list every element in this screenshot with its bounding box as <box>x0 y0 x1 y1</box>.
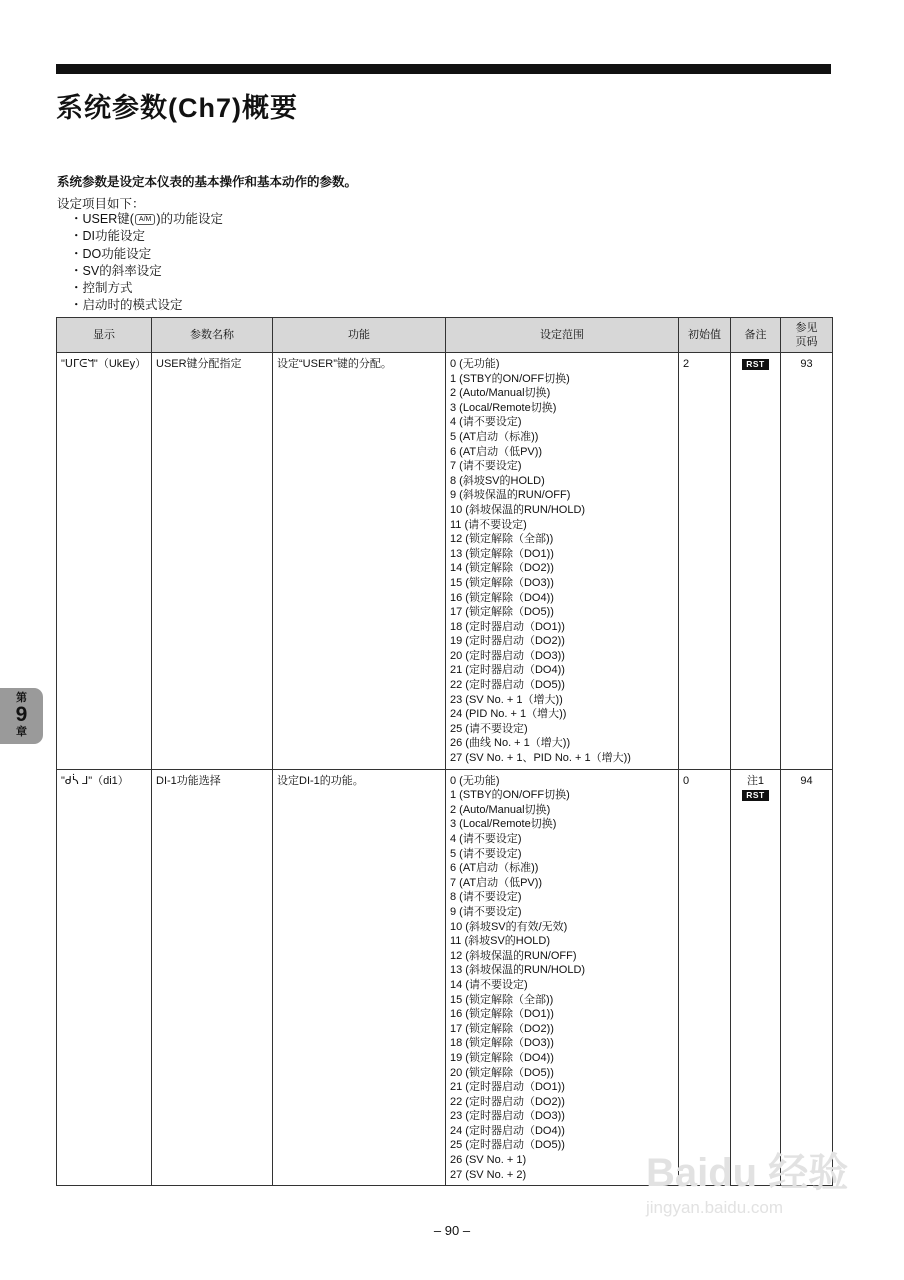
range-item: 23 (定时器启动（DO3)) <box>450 1110 565 1123</box>
range-item: 12 (锁定解除（全部)) <box>450 533 554 546</box>
range-item: 27 (SV No. + 2) <box>450 1168 527 1181</box>
range-item: 13 (斜坡保温的RUN/HOLD) <box>450 964 586 977</box>
cell-param-name: DI-1功能选择 <box>152 769 273 1186</box>
table-row <box>57 769 833 1186</box>
range-item: 6 (AT启动（标准)) <box>450 862 539 875</box>
range-item: 15 (锁定解除（全部)) <box>450 993 554 1006</box>
range-item: 21 (定时器启动（DO4)) <box>450 664 565 677</box>
chapter-tab: 第 9 章 <box>0 688 43 744</box>
range-item: 10 (斜坡保温的RUN/HOLD) <box>450 503 586 516</box>
range-item: 3 (Local/Remote切换) <box>450 401 557 414</box>
title-rule <box>56 64 831 74</box>
range-item: 19 (定时器启动（DO2)) <box>450 635 565 648</box>
cell-function: 设定“USER”键的分配。 <box>273 353 446 770</box>
range-item: 11 (斜坡SV的HOLD) <box>450 935 551 948</box>
cell-note <box>731 353 781 770</box>
range-item: 1 (STBY的ON/OFF切换) <box>450 372 570 385</box>
table-row <box>57 353 833 770</box>
cell-initial: 0 <box>679 769 731 1186</box>
range-item: 7 (AT启动（低PV)) <box>450 876 543 889</box>
header-display: 显示 <box>57 318 152 353</box>
cell-initial: 2 <box>679 353 731 770</box>
range-item: 5 (请不要设定) <box>450 847 522 860</box>
range-item: 6 (AT启动（低PV)) <box>450 445 543 458</box>
cell-ref-page: 94 <box>781 769 833 1186</box>
range-item: 19 (锁定解除（DO4)) <box>450 1051 554 1064</box>
range-item: 24 (PID No. + 1（增大)) <box>450 708 567 721</box>
range-item: 21 (定时器启动（DO1)) <box>450 1081 565 1094</box>
range-item: 25 (请不要设定) <box>450 722 528 735</box>
chapter-number: 9 <box>15 703 28 726</box>
range-item: 2 (Auto/Manual切换) <box>450 803 551 816</box>
range-item: 16 (锁定解除（DO4)) <box>450 591 554 604</box>
page-title: 系统参数(Ch7)概要 <box>56 93 298 123</box>
range-item: 22 (定时器启动（DO2)) <box>450 1095 565 1108</box>
range-item: 4 (请不要设定) <box>450 833 522 845</box>
range-item: 25 (定时器启动（DO5)) <box>450 1139 565 1152</box>
range-item: 8 (请不要设定) <box>450 891 522 904</box>
cell-range <box>446 353 679 770</box>
header-note: 备注 <box>731 318 781 353</box>
cell-display: "ᑯᓵ ᒧ"（di1） <box>57 769 152 1186</box>
cell-note <box>731 769 781 1186</box>
range-item: 14 (请不要设定) <box>450 978 528 991</box>
header-ref-page: 参见 页码 <box>781 318 833 353</box>
page-number: – 90 – <box>433 1223 471 1238</box>
list-item-do: ・ DO功能设定 <box>70 246 223 263</box>
table-header-row <box>57 318 833 353</box>
range-item: 14 (锁定解除（DO2)) <box>450 562 554 575</box>
intro-text: 系统参数是设定本仪表的基本操作和基本动作的参数。 <box>57 175 358 189</box>
range-item: 26 (SV No. + 1) <box>450 1154 527 1167</box>
range-item: 24 (定时器启动（DO4)) <box>450 1124 565 1137</box>
range-item: 12 (斜坡保温的RUN/OFF) <box>450 949 577 962</box>
rst-badge: RST <box>742 790 769 801</box>
range-item: 0 (无功能) <box>450 774 500 787</box>
range-item: 23 (SV No. + 1（增大)) <box>450 693 563 706</box>
range-list <box>450 774 674 1183</box>
range-item: 8 (斜坡SV的HOLD) <box>450 474 545 487</box>
header-param-name: 参数名称 <box>152 318 273 353</box>
list-item-control-mode: ・ 控制方式 <box>70 280 223 297</box>
range-item: 26 (曲线 No. + 1（增大)) <box>450 737 571 750</box>
range-item: 2 (Auto/Manual切换) <box>450 387 551 400</box>
cell-param-name: USER键分配指定 <box>152 353 273 770</box>
range-item: 17 (锁定解除（DO5)) <box>450 606 554 619</box>
cell-function: 设定DI-1的功能。 <box>273 769 446 1186</box>
range-item: 20 (锁定解除（DO5)) <box>450 1066 554 1079</box>
watermark-logo: Baidu 经验 <box>646 1151 849 1195</box>
range-item: 4 (请不要设定) <box>450 416 522 429</box>
cell-display: "ᑌᒥᕮᖻ"（UkEy） <box>57 353 152 770</box>
range-item: 17 (锁定解除（DO2)) <box>450 1022 554 1035</box>
header-range: 设定范围 <box>446 318 679 353</box>
header-initial: 初始值 <box>679 318 731 353</box>
range-item: 16 (锁定解除（DO1)) <box>450 1008 554 1021</box>
range-item: 3 (Local/Remote切换) <box>450 818 557 831</box>
range-item: 18 (锁定解除（DO3)) <box>450 1037 554 1050</box>
range-item: 5 (AT启动（标准)) <box>450 430 539 443</box>
list-item-startup-mode: ・ 启动时的模式设定 <box>70 297 223 314</box>
header-function: 功能 <box>273 318 446 353</box>
range-item: 10 (斜坡SV的有效/无效) <box>450 920 568 933</box>
watermark-url: jingyan.baidu.com <box>646 1198 784 1217</box>
range-item: 9 (斜坡保温的RUN/OFF) <box>450 489 571 502</box>
range-item: 11 (请不要设定) <box>450 518 527 531</box>
parameter-table <box>56 317 833 1186</box>
list-item-sv-slope: ・ SV的斜率设定 <box>70 263 223 280</box>
range-item: 13 (锁定解除（DO1)) <box>450 547 554 560</box>
range-item: 1 (STBY的ON/OFF切换) <box>450 789 570 802</box>
range-item: 0 (无功能) <box>450 358 500 370</box>
list-item-di: ・ DI功能设定 <box>70 228 223 245</box>
range-item: 20 (定时器启动（DO3)) <box>450 649 565 662</box>
range-item: 27 (SV No. + 1、PID No. + 1（增大)) <box>450 752 631 765</box>
baidu-watermark <box>646 1150 886 1220</box>
am-key-icon: A/M <box>135 214 155 225</box>
range-item: 9 (请不要设定) <box>450 905 522 918</box>
cell-range <box>446 769 679 1186</box>
list-item-userkey: ・ USER键( A/M )的功能设定 <box>70 211 223 228</box>
range-item: 22 (定时器启动（DO5)) <box>450 679 565 692</box>
range-item: 18 (定时器启动（DO1)) <box>450 620 565 633</box>
range-list <box>450 357 674 766</box>
items-heading: 设定项目如下： <box>57 197 145 211</box>
range-item: 7 (请不要设定) <box>450 460 522 473</box>
rst-badge: RST <box>742 359 769 370</box>
setting-items-list <box>70 211 223 315</box>
cell-ref-page: 93 <box>781 353 833 770</box>
range-item: 15 (锁定解除（DO3)) <box>450 576 554 589</box>
note-text: 注1 <box>746 774 765 787</box>
